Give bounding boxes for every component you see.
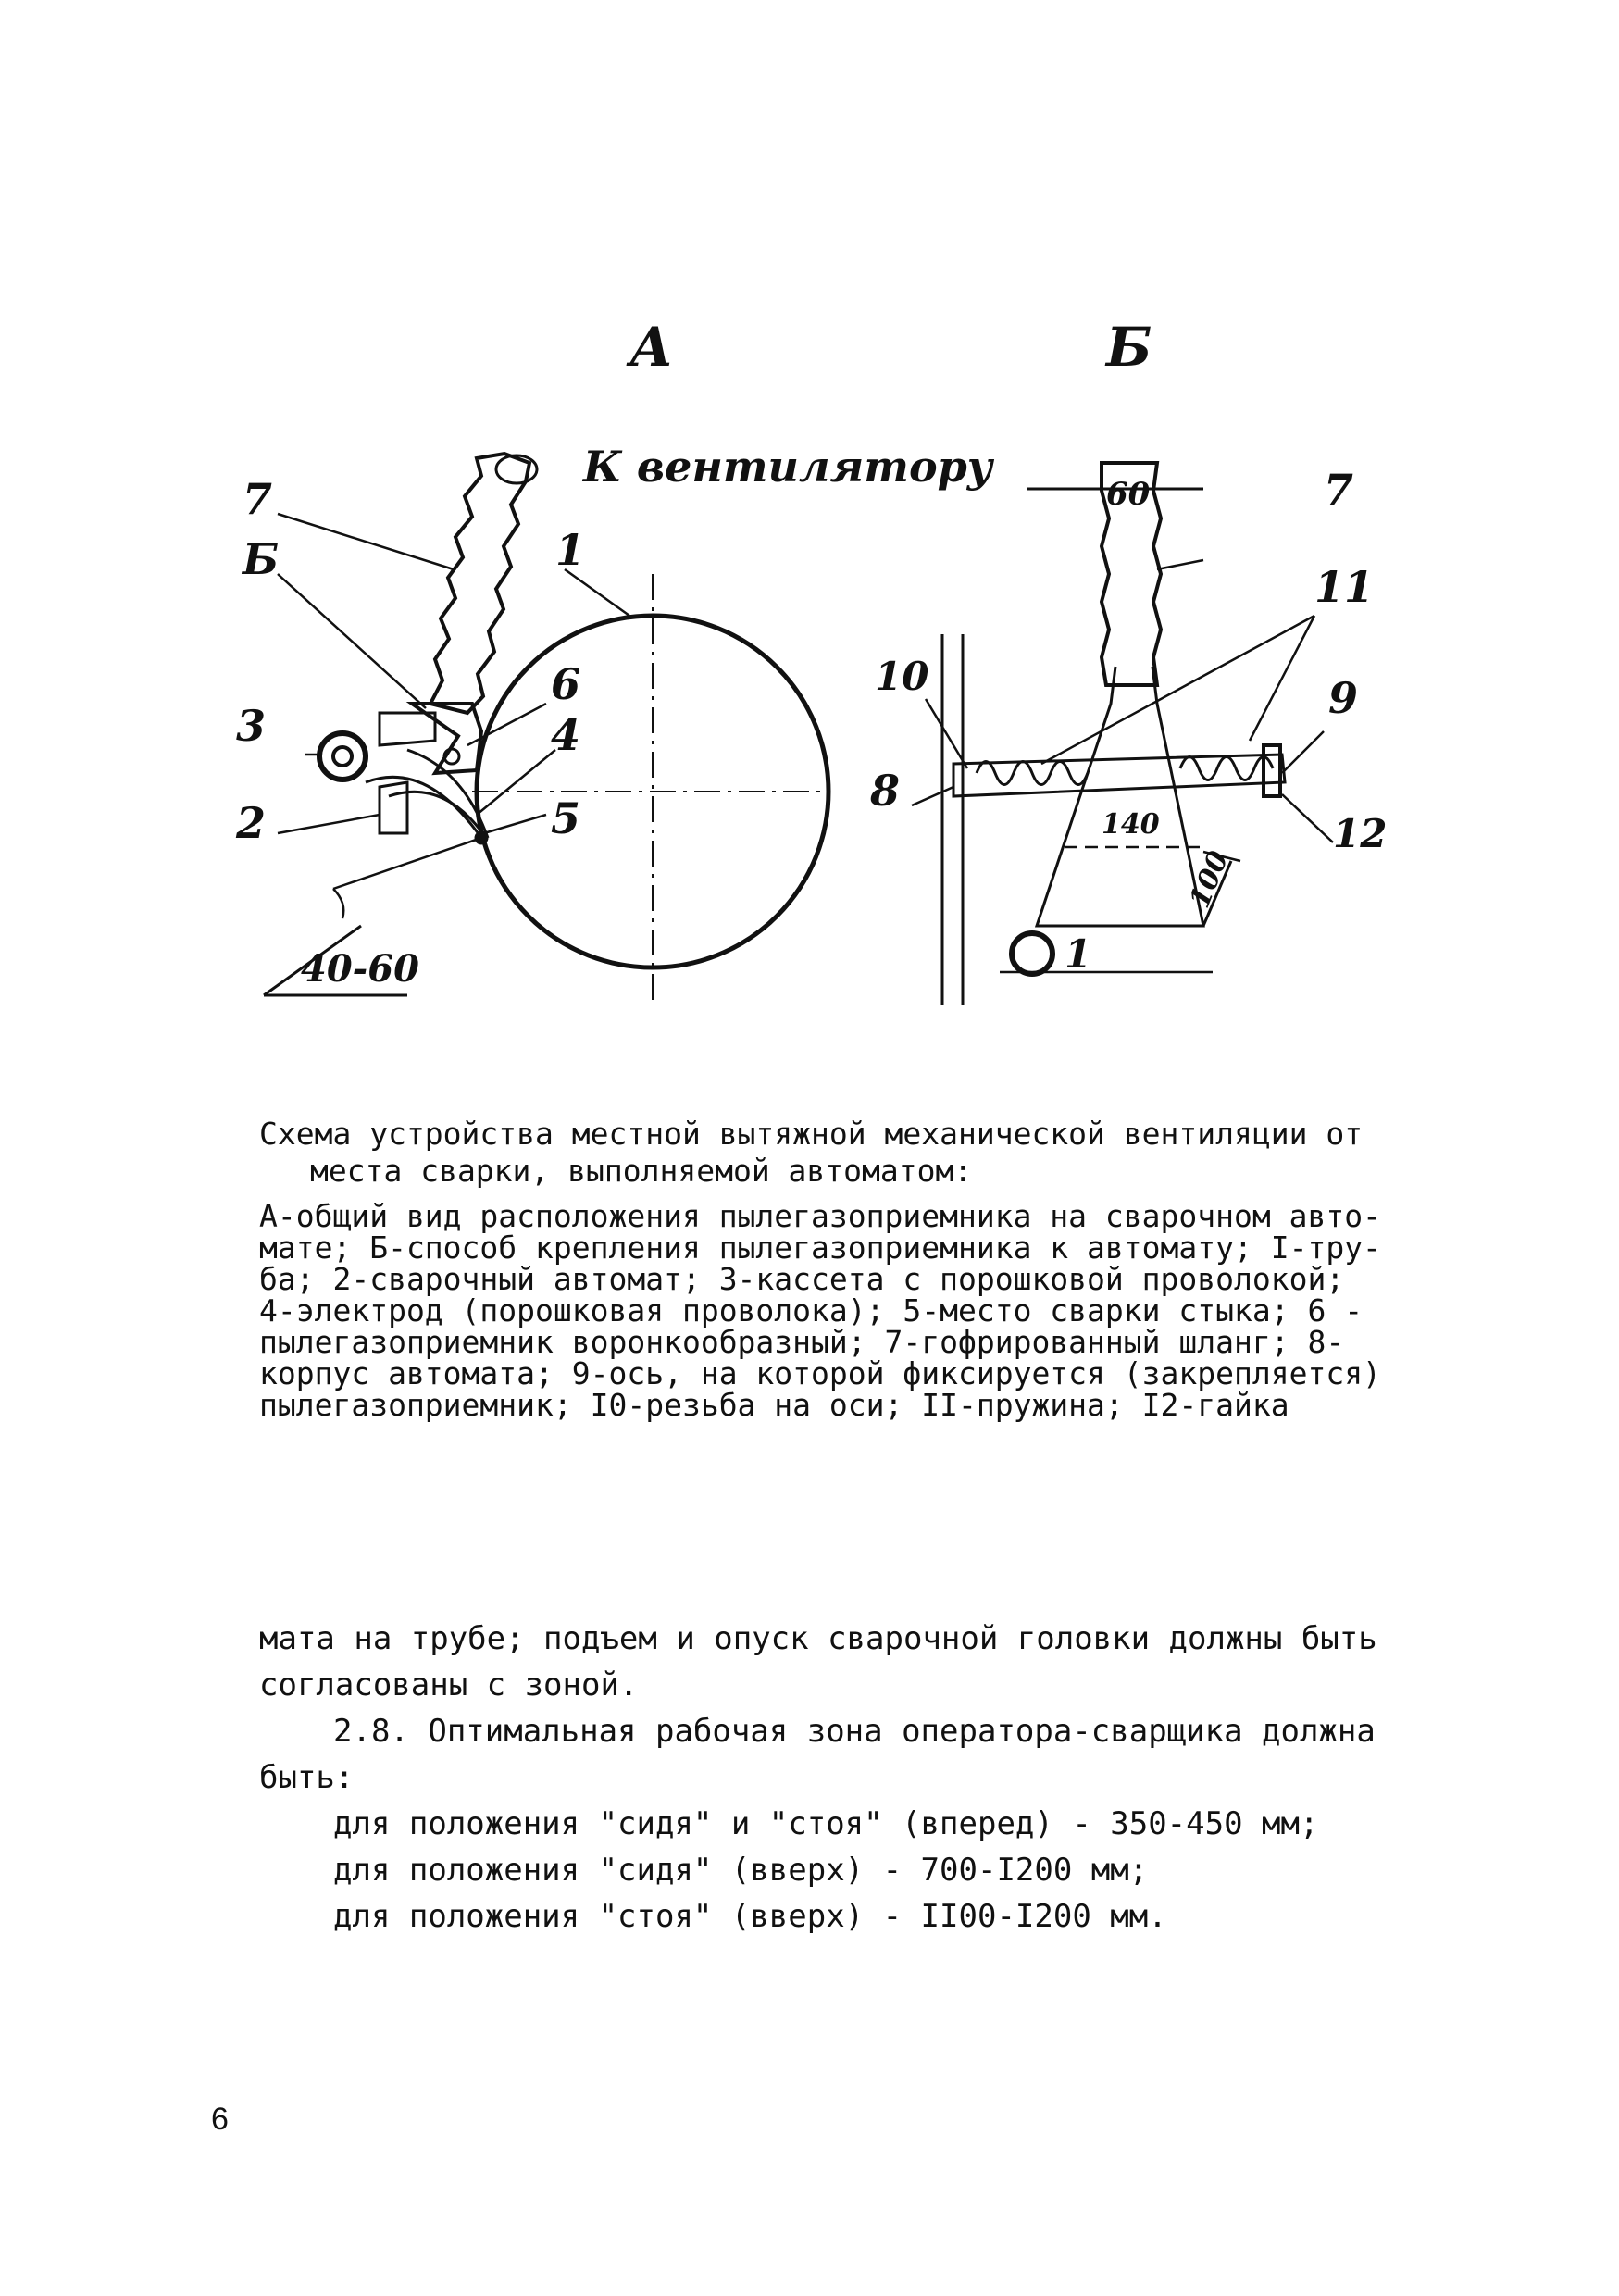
list-item: для положения "сидя" и "стоя" (вперед) - 350-450 мм; xyxy=(333,1805,1319,1842)
list-item: для положения "стоя" (вверх) - II00-I200 мм. xyxy=(333,1898,1167,1935)
dimension-140: 140 xyxy=(1102,808,1160,841)
label-a-6: 6 xyxy=(551,659,581,709)
list-item: для положения "сидя" (вверх) - 700-I200 мм; xyxy=(333,1852,1149,1889)
caption-legend: А-общий вид расположения пылегазоприемника на сварочном авто- мате; Б-способ крепления пылегазоприемника к автомату; I-тру- ба; 2-сварочный автомат; 3-кассета с порошковой проволокой; 4-электрод (порошковая проволока); 5-место сварки стыка; 6 - пылегазоприемник воронкообразный; 7-гофрированный шланг; 8- корпус автомата; 9-ось, на которой фиксируется (закрепляется) пылегазоприемник; I0-резьба на оси; II-пружина; I2-гайка xyxy=(259,1198,1381,1423)
label-a-4: 4 xyxy=(551,710,581,760)
caption-title xyxy=(259,1116,1416,1190)
corrugated-hose xyxy=(430,454,529,713)
page-number: 6 xyxy=(211,2102,229,2137)
para2-line1: 2.8. Оптимальная рабочая зона оператора-сварщика должна xyxy=(333,1713,1376,1750)
label-a-1: 1 xyxy=(555,525,586,575)
figure-caption xyxy=(259,1116,1416,1421)
view-b-drawing xyxy=(912,463,1333,1004)
caption-title-line2: места сварки, выполняемой автоматом: xyxy=(310,1153,973,1189)
label-a-3: 3 xyxy=(236,701,267,751)
ventilation-scheme-figure xyxy=(0,0,1619,1065)
dimension-100: 100 xyxy=(1183,846,1236,913)
view-a-title: А xyxy=(629,316,674,379)
para2-line2: быть: xyxy=(259,1759,355,1796)
para1-line2: согласованы с зоной. xyxy=(259,1666,639,1703)
label-a-5: 5 xyxy=(551,793,581,843)
to-fan-label: К вентилятору xyxy=(583,442,993,492)
label-a-2: 2 xyxy=(236,798,267,848)
body-text xyxy=(259,1616,1416,1940)
label-b-9: 9 xyxy=(1328,673,1359,723)
angle-label: 40-60 xyxy=(301,947,419,991)
label-b-11: 11 xyxy=(1314,562,1375,612)
wire-cassette xyxy=(319,733,366,780)
dimension-60: 60 xyxy=(1106,476,1151,513)
view-a-drawing xyxy=(264,454,828,1004)
caption-title-line1: Схема устройства местной вытяжной механической вентиляции от xyxy=(259,1116,1364,1152)
axis-spring xyxy=(953,755,1285,796)
view-b-title: Б xyxy=(1106,316,1152,379)
label-a-b: Б xyxy=(243,534,280,584)
label-b-7: 7 xyxy=(1324,465,1354,515)
para1-line1: мата на трубе; подъем и опуск сварочной головки должны быть xyxy=(259,1620,1377,1657)
label-a-7: 7 xyxy=(243,474,273,524)
label-b-12: 12 xyxy=(1333,811,1388,856)
label-b-1: 1 xyxy=(1065,931,1092,977)
welding-automat xyxy=(380,713,435,745)
label-b-10: 10 xyxy=(875,654,929,699)
label-b-8: 8 xyxy=(870,766,901,816)
